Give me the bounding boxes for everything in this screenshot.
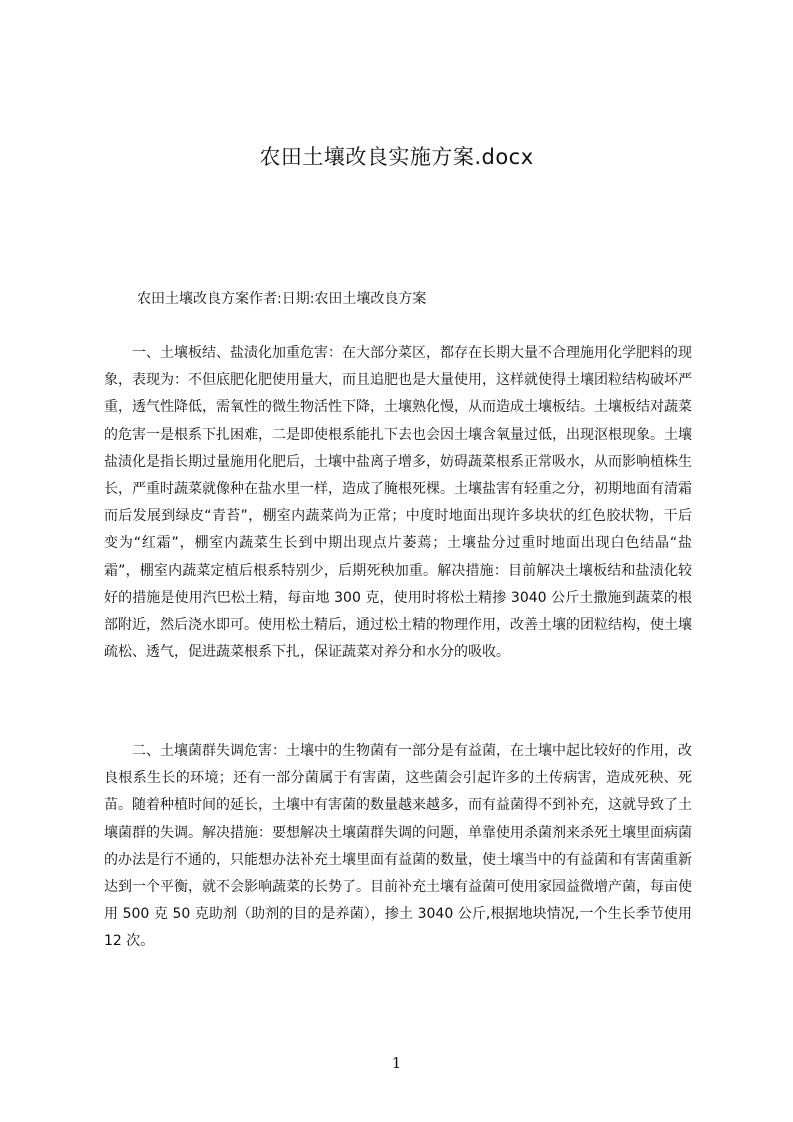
meta-line: 农田土壤改良方案作者:日期:农田土壤改良方案 — [137, 291, 427, 307]
page-number: 1 — [391, 1054, 402, 1072]
paragraph-microbial-imbalance: 二、土壤菌群失调危害：土壤中的生物菌有一部分是有益菌，在土壤中起比较好的作用，改良根系生长的环境；还有一部分菌属于有害菌，这些菌会引起许多的土传病害，造成死秧、死苗。随着种植时间的延长，土壤中有害菌的数量越来越多，而有益菌得不到补充，这就导致了土壤菌群的失调。解决措施：要想解决土壤菌群失调的问题，单靠使用杀菌剂来杀死土壤里面病菌的办法是行不通的，只能想办法补充土壤里面有益菌的数量，使土壤当中的有益菌和有害菌重新达到一个平衡，就不会影响蔬菜的长势了。目前补充土壤有益菌可使用家园益微增产菌，每亩使用 500 克 50 克助剂（助剂的目的是养菌），掺土 3040 公斤,根据地块情况,一个生长季节使用 12 次。 — [104, 743, 692, 950]
document-title: 农田土壤改良实施方案.docx — [259, 145, 534, 169]
paragraph-soil-compaction: 一、土壤板结、盐渍化加重危害：在大部分菜区，都存在长期大量不合理施用化学肥料的现象，表现为：不但底肥化肥使用量大，而且追肥也是大量使用，这样就使得土壤团粒结构破坏严重，透气性降低，需氧性的微生物活性下降，土壤熟化慢，从而造成土壤板结。土壤板结对蔬菜的危害一是根系下扎困难，二是即使根系能扎下去也会因土壤含氧量过低，出现沤根现象。土壤盐渍化是指长期过量施用化肥后，土壤中盐离子增多，妨碍蔬菜根系正常吸水，从而影响植株生长，严重时蔬菜就像种在盐水里一样，造成了腌根死棵。土壤盐害有轻重之分，初期地面有清霜而后发展到绿皮“青苔”，棚室内蔬菜尚为正常；中度时地面出现许多块状的红色胶状物，干后变为“红霜”，棚室内蔬菜生长到中期出现点片萎蔫；土壤盐分过重时地面出现白色结晶“盐霜”，棚室内蔬菜定植后根系特别少，后期死秧加重。解决措施：目前解决土壤板结和盐渍化较好的措施是使用汽巴松土精，每亩地 300 克，使用时将松土精掺 3040 公斤土撒施到蔬菜的根部附近，然后浇水即可。使用松土精后，通过松土精的物理作用，改善土壤的团粒结构，使土壤疏松、透气，促进蔬菜根系下扎，保证蔬菜对养分和水分的吸收。 — [104, 345, 692, 661]
